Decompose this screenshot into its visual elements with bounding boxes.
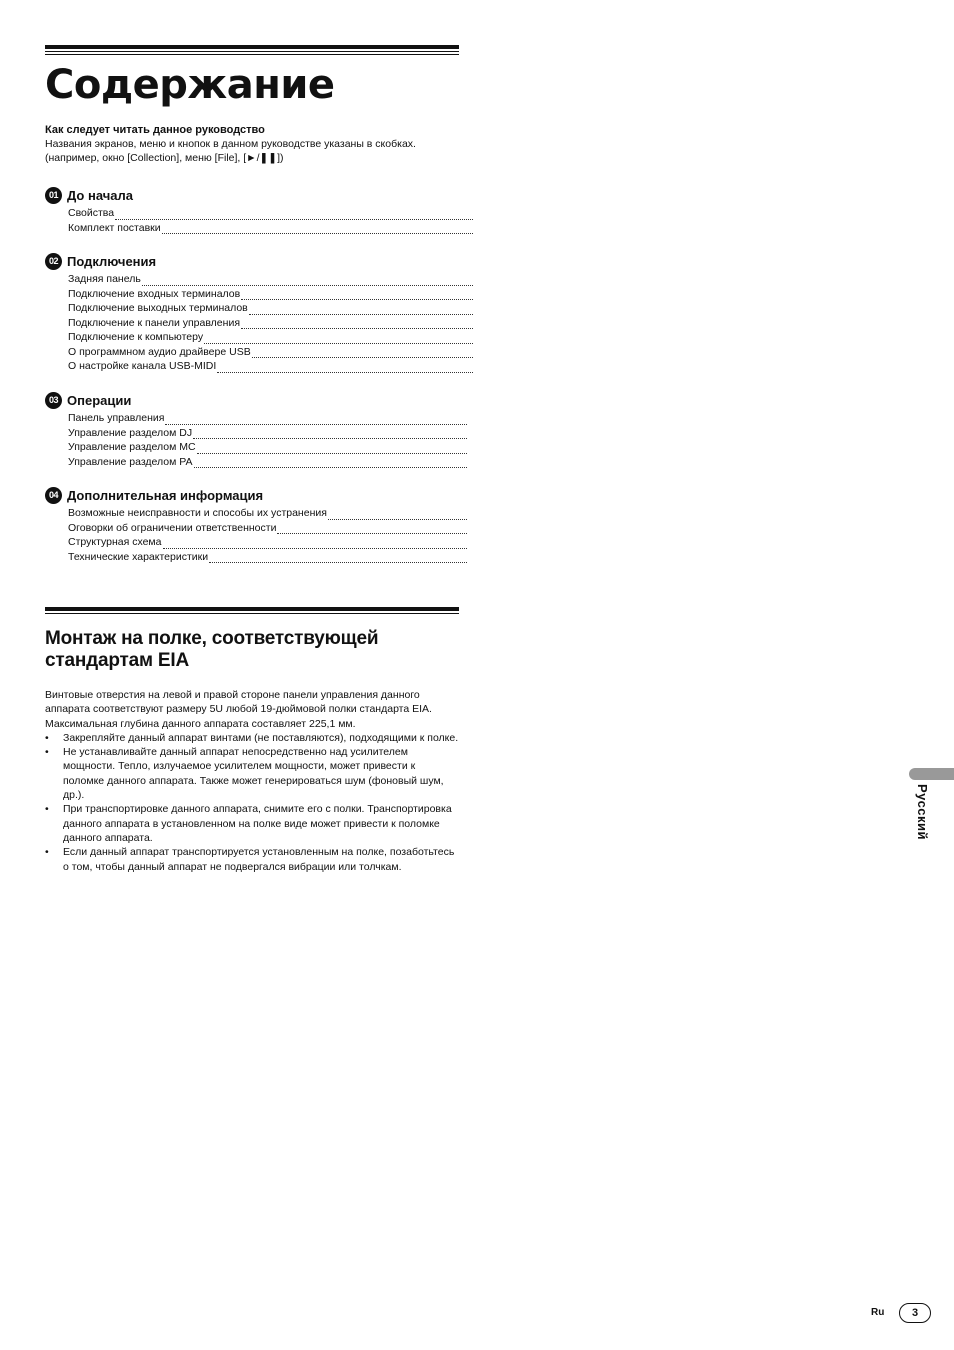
leader-dots bbox=[115, 209, 473, 220]
toc-section-title: До начала bbox=[67, 187, 133, 203]
leader-dots bbox=[241, 289, 473, 300]
toc-entry[interactable]: Оговорки об ограничении ответственности bbox=[68, 521, 467, 536]
page-title: Содержание bbox=[45, 62, 335, 108]
toc-section-heading bbox=[45, 186, 459, 204]
bullet-icon: • bbox=[45, 731, 49, 744]
toc-entry[interactable]: Технические характеристики bbox=[68, 550, 467, 565]
leader-dots bbox=[252, 347, 473, 358]
leader-dots bbox=[194, 457, 468, 468]
how-to-read-line-2: (например, окно [Collection], меню [File], [►/❚❚]) bbox=[45, 152, 284, 164]
leader-dots bbox=[249, 304, 473, 315]
toc-section-03 bbox=[45, 391, 459, 469]
toc-entry[interactable]: Задняя панель bbox=[68, 272, 473, 287]
page-number: 3 bbox=[899, 1303, 931, 1323]
leader-dots bbox=[142, 275, 473, 286]
list-item: • Закрепляйте данный аппарат винтами (не поставляются), подходящими к полке. bbox=[45, 731, 459, 744]
section-number-badge: 04 bbox=[45, 487, 62, 504]
toc-entry[interactable]: Управление разделом DJ bbox=[68, 426, 467, 441]
toc-list bbox=[45, 206, 473, 235]
language-tab-marker bbox=[909, 768, 954, 780]
toc-entry[interactable]: Подключение входных терминалов bbox=[68, 287, 473, 302]
leader-dots bbox=[165, 414, 467, 425]
footer-language-code: Ru bbox=[871, 1307, 885, 1318]
toc-section-title: Операции bbox=[67, 392, 132, 408]
toc-section-02 bbox=[45, 252, 459, 374]
leader-dots bbox=[277, 523, 467, 534]
toc-entry[interactable]: Управление разделом PA bbox=[68, 455, 467, 470]
how-to-read-block bbox=[45, 123, 459, 165]
toc-section-04 bbox=[45, 486, 459, 564]
toc-entry[interactable]: О программном аудио драйвере USB bbox=[68, 345, 473, 360]
header-rule bbox=[45, 45, 459, 55]
bullet-icon: • bbox=[45, 803, 49, 816]
toc-entry[interactable]: Панель управления bbox=[68, 411, 467, 426]
list-item: • Если данный аппарат транспортируется установленным на полке, позаботьтесь о том, чтобы данный аппарат не подвергался вибрации или толчкам. bbox=[45, 846, 455, 873]
toc-entry[interactable]: Структурная схема bbox=[68, 535, 467, 550]
toc-entry[interactable]: Подключение выходных терминалов bbox=[68, 301, 473, 316]
toc-entry[interactable]: Свойства bbox=[68, 206, 473, 221]
leader-dots bbox=[163, 538, 468, 549]
toc-section-heading bbox=[45, 486, 459, 504]
section-rule bbox=[45, 607, 459, 611]
bullet-icon: • bbox=[45, 746, 49, 759]
leader-dots bbox=[193, 428, 467, 439]
list-item: • Не устанавливайте данный аппарат непосредственно над усилителем мощности. Тепло, излучаемое усилителем мощности, может привести к поломке данного аппарата. Также может генерироваться шум (фоновый шум, др.). bbox=[45, 746, 444, 802]
toc-section-title: Дополнительная информация bbox=[67, 487, 264, 503]
section-number-badge: 01 bbox=[45, 187, 62, 204]
eia-rack-mount-section bbox=[45, 607, 459, 874]
toc-section-heading bbox=[45, 391, 459, 409]
toc-entry[interactable]: Подключение к компьютеру bbox=[68, 330, 473, 345]
eia-section-title: Монтаж на полке, соответствующей стандартам EIA bbox=[45, 628, 379, 671]
how-to-read-line-1: Названия экранов, меню и кнопок в данном руководстве указаны в скобках. bbox=[45, 138, 416, 150]
leader-dots bbox=[328, 509, 467, 520]
leader-dots bbox=[162, 223, 473, 234]
list-item: • При транспортировке данного аппарата, снимите его с полки. Транспортировка данного аппарата в установленном на полке виде может привести к поломке данного аппарата. bbox=[45, 803, 452, 844]
section-number-badge: 02 bbox=[45, 253, 62, 270]
leader-dots bbox=[204, 333, 473, 344]
eia-intro-paragraph: Винтовые отверстия на левой и правой стороне панели управления данного аппарата соответствуют размеру 5U любой 19-дюймовой полки стандарта EIA. Максимальная глубина данного аппарата составляет 225,1 мм. bbox=[45, 689, 432, 730]
toc-list bbox=[45, 506, 467, 564]
toc-section-01 bbox=[45, 186, 459, 235]
toc-list bbox=[45, 272, 473, 374]
leader-dots bbox=[197, 443, 467, 454]
leader-dots bbox=[241, 318, 473, 329]
language-side-label: Русский bbox=[915, 784, 930, 841]
toc-section-heading bbox=[45, 252, 459, 270]
toc-section-title: Подключения bbox=[67, 253, 157, 269]
how-to-read-heading: Как следует читать данное руководство bbox=[45, 124, 265, 136]
leader-dots bbox=[217, 362, 473, 373]
section-number-badge: 03 bbox=[45, 392, 62, 409]
eia-bullet-list bbox=[45, 731, 459, 874]
toc-entry[interactable]: Подключение к панели управления bbox=[68, 316, 473, 331]
leader-dots bbox=[209, 552, 467, 563]
toc-entry[interactable]: Возможные неисправности и способы их устранения bbox=[68, 506, 467, 521]
toc-entry[interactable]: О настройке канала USB-MIDI bbox=[68, 359, 473, 374]
toc-entry[interactable]: Управление разделом MC bbox=[68, 440, 467, 455]
toc-list bbox=[45, 411, 467, 469]
bullet-icon: • bbox=[45, 846, 49, 859]
toc-entry[interactable]: Комплект поставки bbox=[68, 221, 473, 236]
